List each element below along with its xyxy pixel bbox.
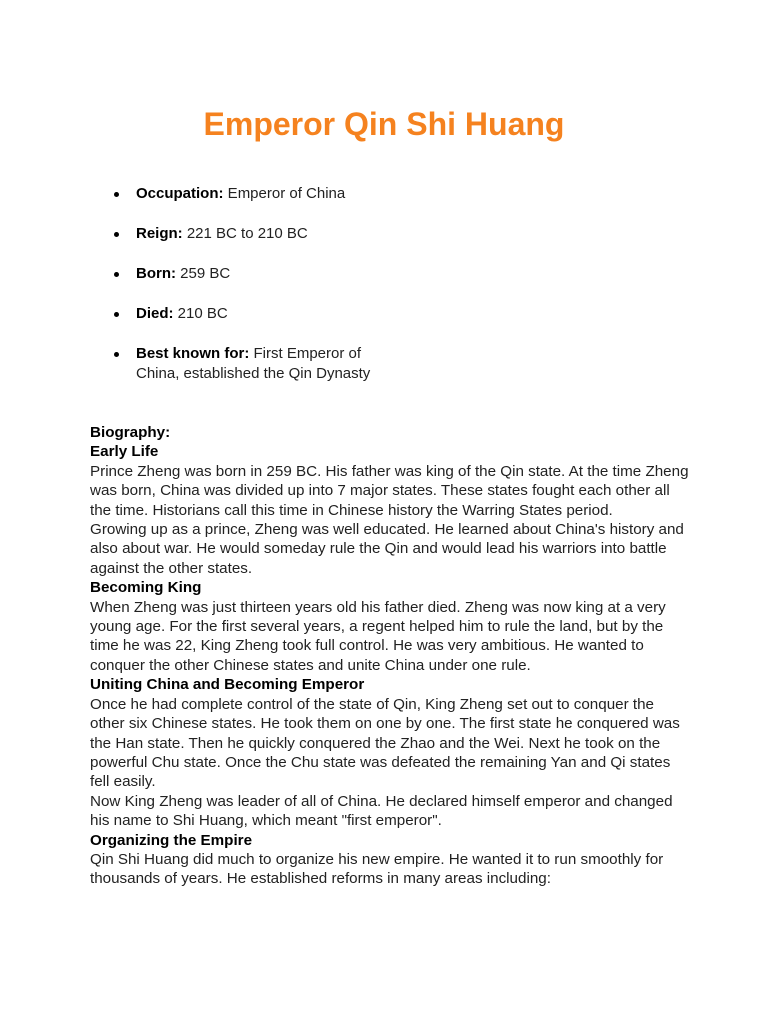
fact-best-known-for <box>110 344 380 384</box>
paragraph: Growing up as a prince, Zheng was well educated. He learned about China's history and also about war. He would someday rule the Qin and would lead his warriors into battle against the other states. <box>90 521 684 577</box>
fact-value: 210 BC <box>173 305 228 322</box>
bullet-icon <box>114 192 119 197</box>
paragraph: Qin Shi Huang did much to organize his new empire. He wanted it to run smoothly for thousands of years. He established reforms in many areas including: <box>90 850 664 888</box>
paragraph: Once he had complete control of the state of Qin, King Zheng set out to conquer the other six Chinese states. He took them on one by one. The first state he conquered was the Han state. Then he quickly conquered the Zhao and the Wei. Next he took on the powerful Chu state. Once the Chu state was defeated the remaining Yan and Qi states fell easily. <box>90 695 680 791</box>
bullet-icon <box>114 352 119 357</box>
biography-heading: Biography: <box>90 424 171 441</box>
bullet-icon <box>114 312 119 317</box>
fact-value: Emperor of China <box>223 185 346 202</box>
fact-died <box>110 304 380 324</box>
fact-label: Occupation: <box>136 185 224 202</box>
fact-born <box>110 264 380 284</box>
section-heading-early-life: Early Life <box>90 443 159 461</box>
fact-value: 221 BC to 210 BC <box>182 225 308 242</box>
section-heading-becoming-king: Becoming King <box>90 579 202 597</box>
fact-occupation <box>110 184 380 204</box>
paragraph: Now King Zheng was leader of all of China. He declared himself emperor and changed his name to Shi Huang, which meant "first emperor". <box>90 792 673 830</box>
fact-label: Best known for: <box>136 345 250 362</box>
bullet-icon <box>114 232 119 237</box>
bullet-icon <box>114 272 119 277</box>
page-title: Emperor Qin Shi Huang <box>203 106 565 142</box>
fact-label: Reign: <box>136 225 183 242</box>
facts-list <box>110 184 380 404</box>
paragraph: When Zheng was just thirteen years old his father died. Zheng was now king at a very young age. For the first several years, a regent helped him to rule the land, but by the time he was 22, King Zheng took full control. He was very ambitious. He wanted to conquer the other Chinese states and unite China under one rule. <box>90 598 666 674</box>
fact-reign <box>110 224 380 244</box>
fact-value: 259 BC <box>176 265 231 282</box>
section-heading-organizing-empire: Organizing the Empire <box>90 831 253 849</box>
paragraph: Prince Zheng was born in 259 BC. His father was king of the Qin state. At the time Zheng was born, China was divided up into 7 major states. These states fought each other all the time. Historians call this time in Chinese history the Warring States period. <box>90 462 689 519</box>
biography <box>90 423 690 889</box>
fact-label: Born: <box>136 265 176 282</box>
section-heading-uniting-china: Uniting China and Becoming Emperor <box>90 676 365 694</box>
fact-value: First Emperor of China, established the Qin Dynasty <box>136 345 371 382</box>
fact-label: Died: <box>136 305 174 322</box>
